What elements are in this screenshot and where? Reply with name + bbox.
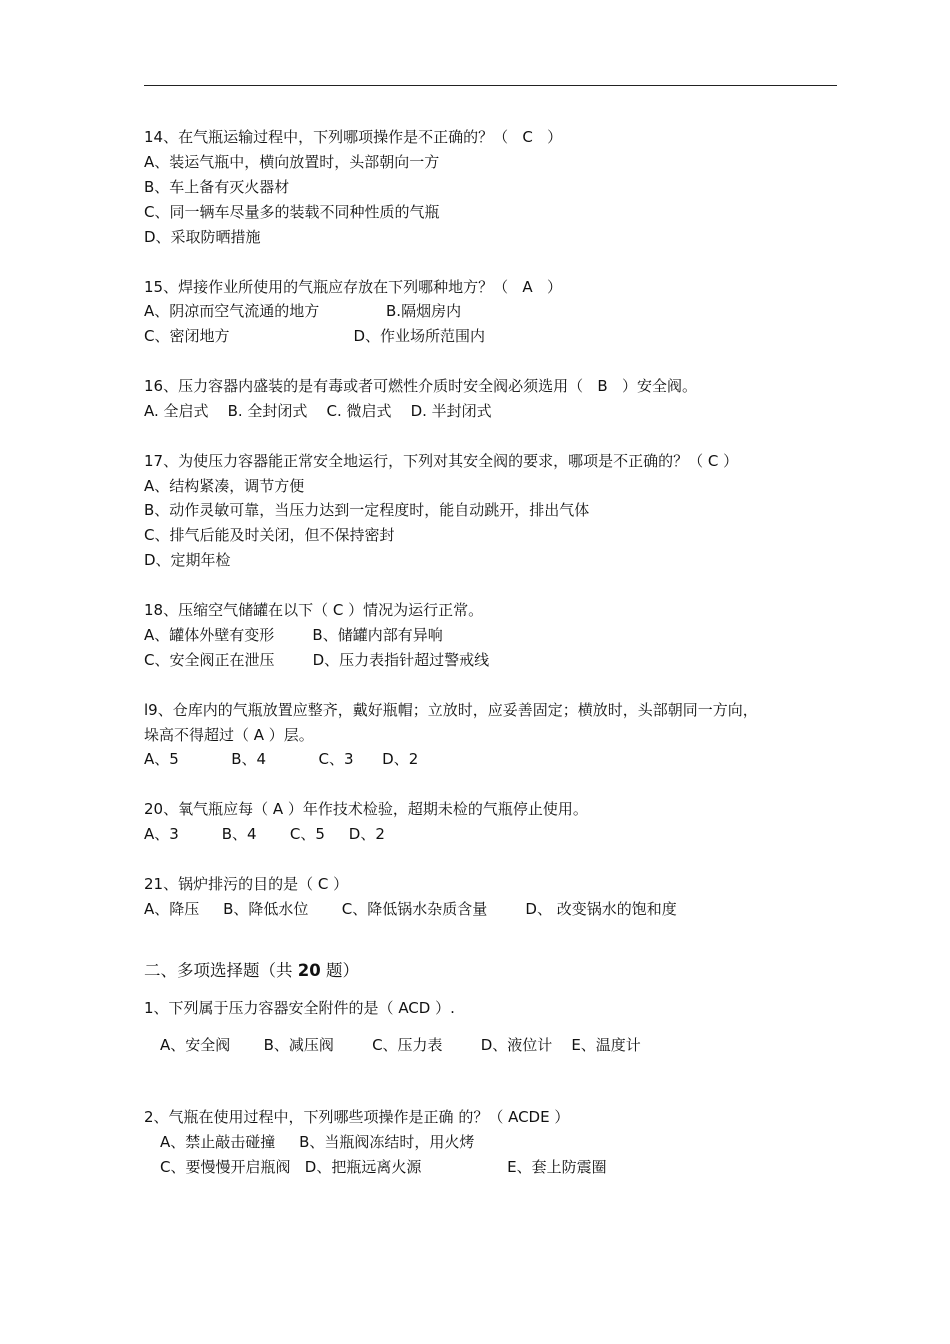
q16-options: A. 全启式 B. 全封闭式 C. 微启式 D. 半封闭式 [144, 402, 492, 420]
q16-stem: 16、压力容器内盛装的是有毒或者可燃性介质时安全阀必须选用（ B ）安全阀。 [144, 377, 697, 395]
m2-stem: 2、气瓶在使用过程中，下列哪些项操作是正确 的？（ ACDE ） [144, 1108, 570, 1126]
m1-stem: 1、下列属于压力容器安全附件的是（ ACD ）. [144, 999, 455, 1017]
section-heading-count: 20 [297, 961, 321, 980]
q14-option-a: A、装运气瓶中，横向放置时，头部朝向一方 [144, 153, 440, 171]
q21-stem: 21、锅炉排污的目的是（ C ） [144, 875, 349, 893]
q20-options: A、3 B、4 C、5 D、2 [144, 825, 385, 843]
q15-options-cd: C、密闭地方 D、作业场所范围内 [144, 327, 485, 345]
q15-options-ab: A、阴凉而空气流通的地方 B.隔烟房内 [144, 302, 462, 320]
section-heading-prefix: 二、多项选择题（共 [144, 961, 298, 980]
q14-stem: 14、在气瓶运输过程中，下列哪项操作是不正确的？（ C ） [144, 128, 563, 146]
q20-stem: 20、氧气瓶应每（ A ）年作技术检验，超期未检的气瓶停止使用。 [144, 800, 588, 818]
m2-options-cde: C、要慢慢开启瓶阀 D、把瓶远离火源 E、套上防震圈 [160, 1158, 607, 1176]
q18-options-ab: A、罐体外壁有变形 B、储罐内部有异响 [144, 626, 443, 644]
q18-stem: 18、压缩空气储罐在以下（ C ）情况为运行正常。 [144, 601, 484, 619]
q14-option-c: C、同一辆车尽量多的装载不同种性质的气瓶 [144, 203, 440, 221]
section-heading [144, 960, 359, 982]
q17-option-d: D、定期年检 [144, 551, 231, 569]
header-rule [144, 85, 837, 86]
q17-option-a: A、结构紧凑，调节方便 [144, 477, 305, 495]
q14-option-d: D、采取防晒措施 [144, 228, 261, 246]
m1-options: A、安全阀 B、减压阀 C、压力表 D、液位计 E、温度计 [160, 1036, 641, 1054]
q19-stem-line2: 垛高不得超过（ A ）层。 [144, 726, 314, 744]
q17-option-c: C、排气后能及时关闭，但不保持密封 [144, 526, 395, 544]
q17-stem: 17、为使压力容器能正常安全地运行，下列对其安全阀的要求，哪项是不正确的？（ C ） [144, 452, 739, 470]
q18-options-cd: C、安全阀正在泄压 D、压力表指针超过警戒线 [144, 651, 490, 669]
q15-stem: 15、焊接作业所使用的气瓶应存放在下列哪种地方？（ A ） [144, 278, 562, 296]
q14-option-b: B、车上备有灭火器材 [144, 178, 290, 196]
section-heading-suffix: 题） [320, 961, 359, 980]
q17-option-b: B、动作灵敏可靠，当压力达到一定程度时，能自动跳开，排出气体 [144, 501, 590, 519]
q19-stem-line1: l9、仓库内的气瓶放置应整齐，戴好瓶帽；立放时，应妥善固定；横放时，头部朝同一方向， [144, 701, 758, 719]
m2-options-ab: A、禁止敲击碰撞 B、当瓶阀冻结时，用火烤 [160, 1133, 475, 1151]
q19-options: A、5 B、4 C、3 D、2 [144, 750, 419, 768]
q21-options: A、降压 B、降低水位 C、降低锅水杂质含量 D、 改变锅水的饱和度 [144, 900, 677, 918]
